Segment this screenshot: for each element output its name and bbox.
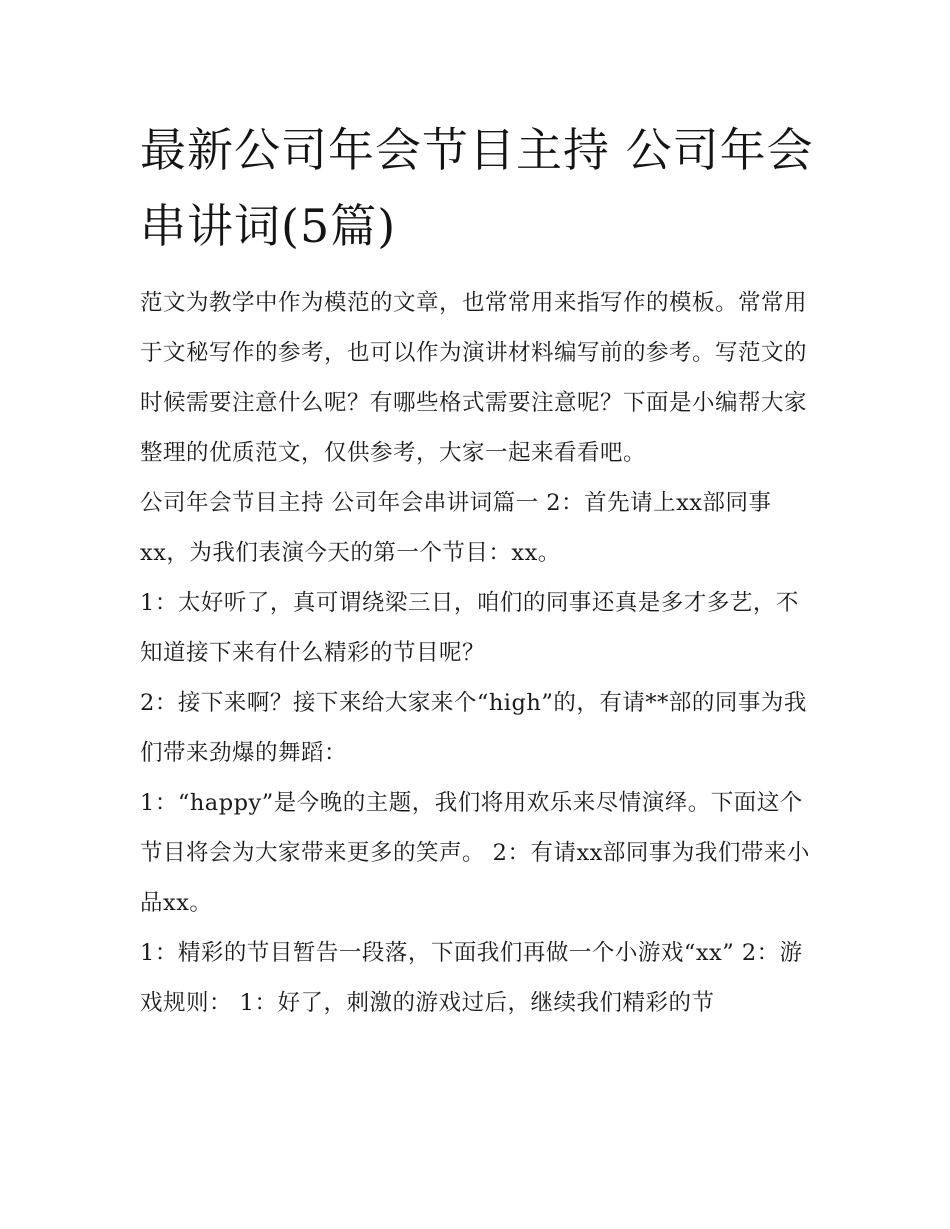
paragraph-1: 公司年会节目主持 公司年会串讲词篇一 2：首先请上xx部同事xx，为我们表演今天的第一个节目：xx。 <box>140 490 772 566</box>
document-body <box>140 112 820 1028</box>
paragraph-intro: 范文为教学中作为模范的文章，也常常用来指写作的模板。常常用于文秘写作的参考，也可以作为演讲材料编写前的参考。写范文的时候需要注意什么呢？有哪些格式需要注意呢？下面是小编帮大家整理的优质范文，仅供参考，大家一起来看看吧。 <box>140 290 808 466</box>
paragraph-2: 1：太好听了，真可谓绕梁三日，咱们的同事还真是多才多艺，不知道接下来有什么精彩的节目呢？ <box>140 590 799 666</box>
paragraph-5: 1：精彩的节目暂告一段落，下面我们再做一个小游戏“xx” 2：游戏规则： 1：好了，刺激的游戏过后，继续我们精彩的节 <box>140 940 803 1016</box>
paragraph-3: 2：接下来啊？接下来给大家来个“high”的，有请**部的同事为我们带来劲爆的舞蹈： <box>140 690 807 766</box>
document-title: 最新公司年会节目主持 公司年会串讲词(5篇) <box>140 123 814 253</box>
paragraph-4: 1：“happy”是今晚的主题，我们将用欢乐来尽情演绎。下面这个节目将会为大家带来更多的笑声。 2：有请xx部同事为我们带来小品xx。 <box>140 790 810 916</box>
